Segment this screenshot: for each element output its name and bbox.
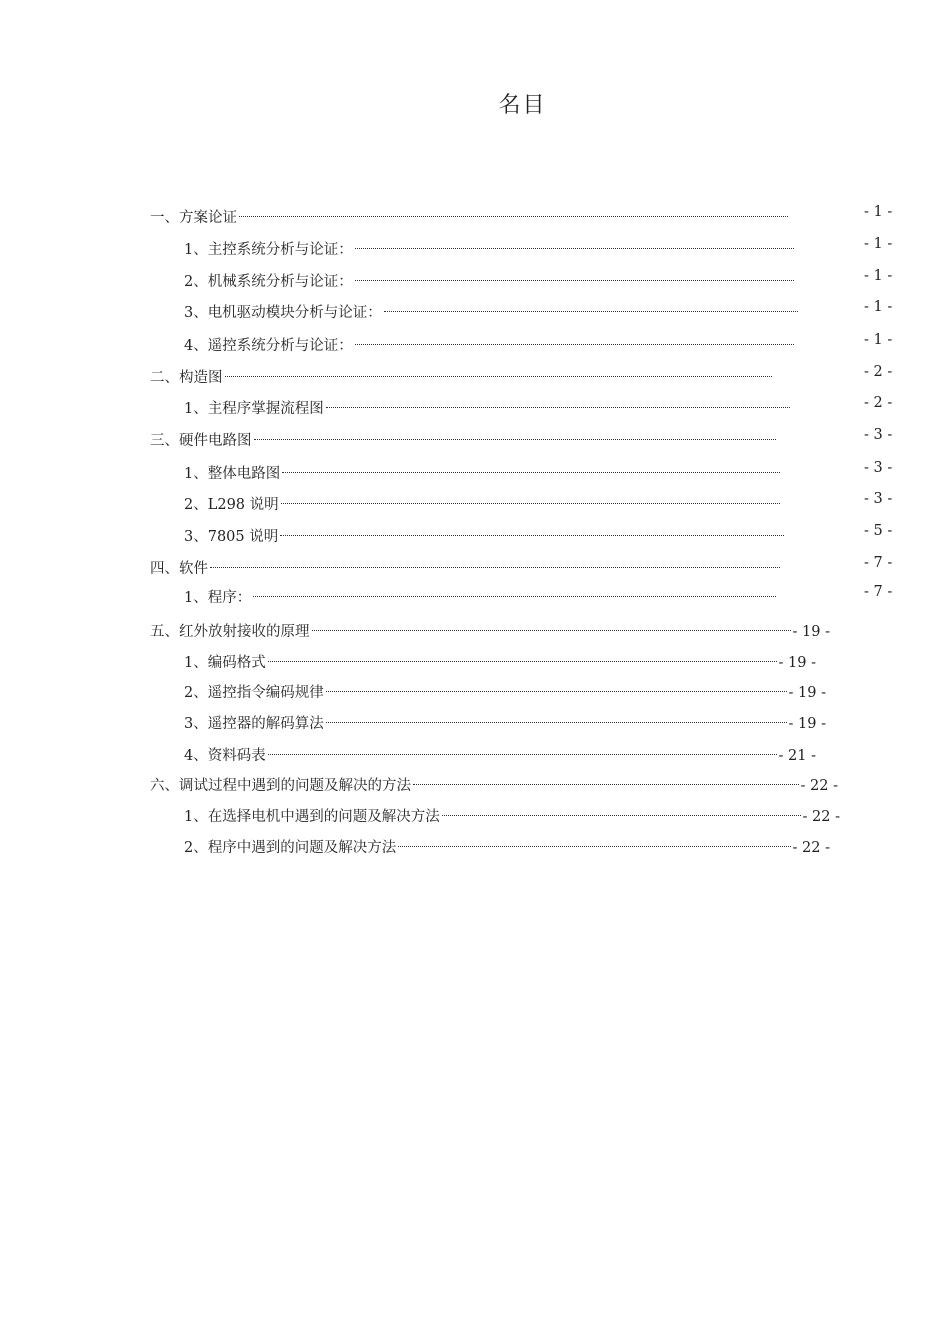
toc-entry-page: - 19 -: [792, 624, 830, 640]
toc-leader-dots: [355, 266, 794, 286]
toc-entry[interactable]: [184, 582, 778, 606]
toc-entry-label: 1、在选择电机中遇到的问题及解决方法: [184, 809, 440, 825]
toc-entry[interactable]: [150, 362, 774, 386]
toc-entry-page: - 1 -: [864, 299, 893, 315]
toc-entry[interactable]: [184, 330, 796, 354]
toc-leader-dots: [254, 425, 777, 445]
toc-entry-label: 3、遥控器的解码算法: [184, 716, 324, 732]
toc-entry-page: - 19 -: [788, 716, 826, 732]
page-title: 名目: [498, 93, 547, 118]
toc-entry-label: 1、主控系统分析与论证：: [184, 242, 353, 258]
toc-leader-dots: [225, 362, 773, 382]
toc-entry-label: 1、编码格式: [184, 655, 266, 671]
toc-entry[interactable]: [150, 770, 838, 794]
toc-entry-label: 五、红外放射接收的原理: [150, 624, 310, 640]
toc-entry[interactable]: [184, 801, 840, 825]
toc-entry-page: - 7 -: [864, 555, 893, 571]
toc-entry-label: 六、调试过程中遇到的问题及解决的方法: [150, 778, 411, 794]
toc-entry-page: - 21 -: [778, 748, 816, 764]
toc-entry[interactable]: [184, 393, 792, 417]
toc-entry-page: - 22 -: [802, 809, 840, 825]
toc-entry[interactable]: [184, 266, 796, 290]
toc-leader-dots: [253, 582, 776, 602]
toc-entry[interactable]: [184, 521, 786, 545]
toc-entry-label: 四、软件: [150, 561, 208, 577]
toc-entry[interactable]: [150, 202, 790, 226]
toc-entry-label: 1、主程序掌握流程图: [184, 401, 324, 417]
toc-leader-dots: [326, 677, 787, 697]
toc-leader-dots: [268, 740, 777, 760]
toc-entry-label: 3、电机驱动模块分析与论证：: [184, 305, 382, 321]
toc-entry-label: 2、L298 说明: [184, 497, 279, 513]
toc-entry-label: 2、程序中遇到的问题及解决方法: [184, 840, 397, 856]
toc-entry-label: 1、整体电路图: [184, 466, 281, 482]
toc-leader-dots: [210, 553, 780, 573]
toc-entry-page: - 19 -: [778, 655, 816, 671]
toc-entry[interactable]: [184, 297, 800, 321]
toc-entry[interactable]: [184, 458, 782, 482]
toc-entry[interactable]: [184, 489, 782, 513]
toc-entry-page: - 1 -: [864, 236, 893, 252]
toc-entry[interactable]: [150, 425, 778, 449]
toc-entry-page: - 7 -: [864, 584, 893, 600]
toc-leader-dots: [280, 521, 784, 541]
toc-entry-page: - 1 -: [864, 268, 893, 284]
toc-entry[interactable]: [184, 647, 816, 671]
toc-entry-label: 4、遥控系统分析与论证：: [184, 338, 353, 354]
toc-entry-label: 三、硬件电路图: [150, 433, 252, 449]
toc-entry-label: 一、方案论证: [150, 210, 237, 226]
toc-entry-page: - 22 -: [800, 778, 838, 794]
toc-entry-label: 4、资料码表: [184, 748, 266, 764]
toc-entry-page: - 5 -: [864, 523, 893, 539]
toc-leader-dots: [442, 801, 801, 821]
toc-leader-dots: [355, 330, 794, 350]
toc-entry[interactable]: [150, 553, 782, 577]
toc-entry-page: - 2 -: [864, 395, 893, 411]
toc-entry[interactable]: [150, 616, 830, 640]
toc-entry-label: 1、程序：: [184, 590, 252, 606]
toc-entry-label: 2、机械系统分析与论证：: [184, 274, 353, 290]
toc-entry[interactable]: [184, 740, 816, 764]
toc-entry-page: - 22 -: [792, 840, 830, 856]
toc-entry[interactable]: [184, 677, 826, 701]
toc-leader-dots: [312, 616, 791, 636]
toc-entry-page: - 1 -: [864, 204, 893, 220]
toc-entry-page: - 3 -: [864, 460, 893, 476]
toc-leader-dots: [239, 202, 788, 222]
toc-leader-dots: [355, 234, 794, 254]
toc-entry-page: - 2 -: [864, 364, 893, 380]
toc-entry[interactable]: [184, 832, 830, 856]
toc-leader-dots: [282, 458, 780, 478]
toc-entry-label: 二、构造图: [150, 370, 223, 386]
toc-leader-dots: [398, 832, 790, 852]
toc-entry-page: - 3 -: [864, 427, 893, 443]
toc-entry[interactable]: [184, 234, 796, 258]
toc-entry-page: - 19 -: [788, 685, 826, 701]
toc-leader-dots: [281, 489, 780, 509]
toc-entry-page: - 3 -: [864, 491, 893, 507]
toc-leader-dots: [384, 297, 798, 317]
toc-leader-dots: [413, 770, 799, 790]
toc-entry-page: - 1 -: [864, 332, 893, 348]
toc-leader-dots: [326, 708, 787, 728]
toc-entry[interactable]: [184, 708, 826, 732]
toc-leader-dots: [268, 647, 777, 667]
toc-leader-dots: [326, 393, 790, 413]
toc-entry-label: 2、遥控指令编码规律: [184, 685, 324, 701]
toc-entry-label: 3、7805 说明: [184, 529, 279, 545]
